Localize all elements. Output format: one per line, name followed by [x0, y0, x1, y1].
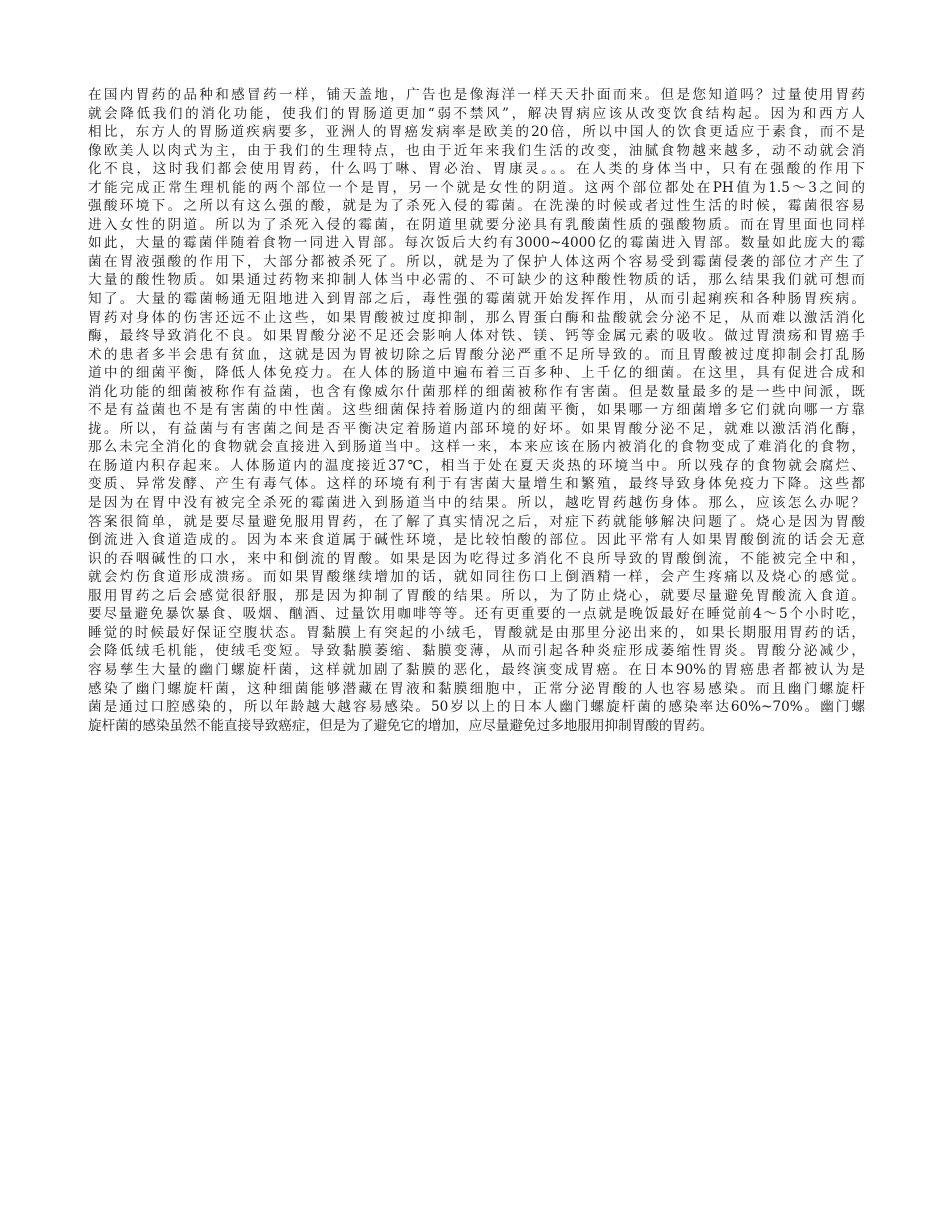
article-body — [88, 86, 865, 735]
article-line: 就会灼伤食道形成溃疡。而如果胃酸继续增加的话，就如同往伤口上倒酒精一样，会产生疼痛以及烧心的感觉。 — [88, 569, 865, 586]
article-line: 像欧美人以肉式为主，由于我们的生理特点，也由于近年来我们生活的改变，油腻食物越来越多，动不动就会消 — [88, 142, 865, 159]
article-line: 旋杆菌的感染虽然不能直接导致癌症，但是为了避免它的增加，应尽量避免过多地服用抑制胃酸的胃药。 — [88, 717, 714, 734]
article-line: 拢。所以，有益菌与有害菌之间是否平衡决定着肠道内部环境的好坏。如果胃酸分泌不足，就难以激活消化酶， — [88, 420, 865, 437]
article-line: 不是有益菌也不是有害菌的中性菌。这些细菌保持着肠道内的细菌平衡，如果哪一方细菌增多它们就向哪一方靠 — [88, 402, 865, 419]
article-line: 菌是通过口腔感染的，所以年龄越大越容易感染。50岁以上的日本人幽门螺旋杆菌的感染率达60%~70%。幽门螺 — [88, 699, 865, 716]
article-line: 答案很简单，就是要尽量避免服用胃药，在了解了真实情况之后，对症下药就能够解决问题了。烧心是因为胃酸 — [88, 513, 865, 530]
article-line: 消化功能的细菌被称作有益菌，也含有像威尔什菌那样的细菌被称作有害菌。但是数量最多的是一些中间派，既 — [88, 383, 865, 400]
article-line: 进入女性的阴道。所以为了杀死入侵的霉菌，在阴道里就要分泌具有乳酸菌性质的强酸物质。而在胃里面也同样 — [88, 216, 865, 233]
article-line: 是因为在胃中没有被完全杀死的霉菌进入到肠道当中的结果。所以，越吃胃药越伤身体。那么，应该怎么办呢？ — [88, 495, 865, 512]
article-line: 才能完成正常生理机能的两个部位一个是胃，另一个就是女性的阴道。这两个部位都处在PH值为1.5～3之间的 — [88, 179, 865, 196]
article-line: 菌在胃液强酸的作用下，大部分都被杀死了。所以，就是为了保护人体这两个容易受到霉菌侵袭的部位才产生了 — [88, 253, 865, 270]
article-line: 倒流进入食道造成的。因为本来食道属于碱性环境，是比较怕酸的部位。因此平常有人如果胃酸倒流的话会无意 — [88, 532, 865, 549]
article-line: 要尽量避免暴饮暴食、吸烟、酗酒、过量饮用咖啡等等。还有更重要的一点就是晚饭最好在睡觉前4～5个小时吃， — [88, 606, 865, 623]
article-line: 就会降低我们的消化功能，使我们的胃肠道更加“弱不禁风”，解决胃病应该从改变饮食结构起。因为和西方人 — [88, 105, 865, 122]
article-line: 服用胃药之后会感觉很舒服，那是因为抑制了胃酸的结果。所以，为了防止烧心，就要尽量避免胃酸流入食道。 — [88, 587, 865, 604]
article-line: 胃药对身体的伤害还远不止这些，如果胃酸被过度抑制，那么胃蛋白酶和盐酸就会分泌不足，从而难以激活消化 — [88, 309, 865, 326]
article-line: 在国内胃药的品种和感冒药一样，铺天盖地，广告也是像海洋一样天天扑面而来。但是您知道吗？过量使用胃药 — [88, 87, 865, 103]
article-line: 术的患者多半会患有贫血，这就是因为胃被切除之后胃酸分泌严重不足所导致的。而且胃酸被过度抑制会打乱肠 — [88, 346, 865, 363]
article-line: 大量的酸性物质。如果通过药物来抑制人体当中必需的、不可缺少的这种酸性物质的话，那么结果我们就可想而 — [88, 272, 865, 289]
article-line: 强酸环境下。之所以有这么强的酸，就是为了杀死入侵的霉菌。在洗澡的时候或者过性生活的时候，霉菌很容易 — [88, 198, 865, 215]
article-line: 化不良，这时我们都会使用胃药，什么吗丁啉、胃必治、胃康灵。。。在人类的身体当中，只有在强酸的作用下 — [88, 161, 865, 178]
article-line: 变质、异常发酵、产生有毒气体。这样的环境有利于有害菌大量增生和繁殖，最终导致身体免疫力下降。这些都 — [88, 476, 865, 493]
article-line: 知了。大量的霉菌畅通无阻地进入到胃部之后，毒性强的霉菌就开始发挥作用，从而引起痢疾和各种肠胃疾病。 — [88, 291, 865, 308]
article-line: 酶，最终导致消化不良。如果胃酸分泌不足还会影响人体对铁、镁、钙等金属元素的吸收。做过胃溃疡和胃癌手 — [88, 328, 865, 345]
article-line: 会降低绒毛机能，使绒毛变短。导致黏膜萎缩、黏膜变薄，从而引起各种炎症形成萎缩性胃炎。胃酸分泌减少， — [88, 643, 865, 660]
article-line: 容易孳生大量的幽门螺旋杆菌，这样就加剧了黏膜的恶化，最终演变成胃癌。在日本90%的胃癌患者都被认为是 — [88, 661, 865, 678]
article-line: 感染了幽门螺旋杆菌，这种细菌能够潜藏在胃液和黏膜细胞中，正常分泌胃酸的人也容易感染。而且幽门螺旋杆 — [88, 680, 865, 697]
article-line: 睡觉的时候最好保证空腹状态。胃黏膜上有突起的小绒毛，胃酸就是由那里分泌出来的，如果长期服用胃药的话， — [88, 624, 865, 641]
article-line: 识的吞咽碱性的口水，来中和倒流的胃酸。如果是因为吃得过多消化不良所导致的胃酸倒流，不能被完全中和， — [88, 550, 865, 567]
article-line: 相比，东方人的胃肠道疾病要多，亚洲人的胃癌发病率是欧美的20倍，所以中国人的饮食更适应于素食，而不是 — [88, 124, 865, 141]
article-line: 如此，大量的霉菌伴随着食物一同进入胃部。每次饭后大约有3000~4000亿的霉菌进入胃部。数量如此庞大的霉 — [88, 235, 865, 252]
article-line: 在肠道内积存起来。人体肠道内的温度接近37℃，相当于处在夏天炎热的环境当中。所以残存的食物就会腐烂、 — [88, 457, 865, 474]
article-line: 道中的细菌平衡，降低人体免疫力。在人体的肠道中遍布着三百多种、上千亿的细菌。在这里，具有促进合成和 — [88, 365, 865, 382]
article-line: 那么未完全消化的食物就会直接进入到肠道当中。这样一来，本来应该在肠内被消化的食物变成了难消化的食物， — [88, 439, 865, 456]
